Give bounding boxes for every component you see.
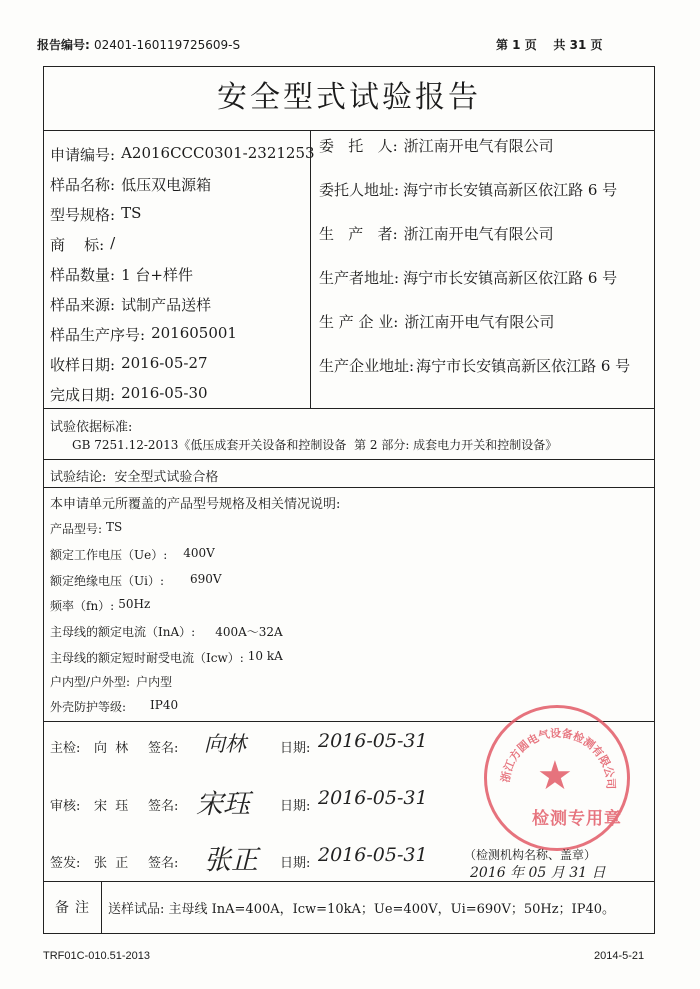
handwritten-signature: 向林 [204,732,246,756]
coverage-label: 频率（fn）: [50,599,115,613]
party-value: 浙江南开电气有限公司 [404,313,555,331]
divider [101,881,102,934]
signature-person: 张 正 [94,856,129,871]
coverage-item [50,673,172,690]
party-label: 委 托 人: [319,137,398,155]
party-row [319,135,554,156]
signature-sign-label: 签名: [148,856,179,871]
conclusion-label: 试验结论: [50,470,107,485]
divider [43,459,655,460]
coverage-value: IP40 [150,698,179,712]
info-value: 试制产品送样 [121,296,212,314]
signature-sign-label: 签名: [148,741,179,756]
handwritten-date: 2016-05-31 [318,787,428,809]
handwritten-date: 2016-05-31 [318,844,428,866]
handwritten-signature: 张正 [204,845,258,876]
conclusion [50,466,218,485]
report-number [37,36,240,53]
info-row [50,234,115,255]
info-row [50,204,141,225]
info-row [50,144,315,165]
seal-text: 检测专用章 [532,809,622,829]
divider [43,130,655,131]
coverage-intro: 本申请单元所覆盖的产品型号规格及相关情况说明: [50,497,341,512]
info-row [50,174,211,195]
star-icon: ★ [537,753,573,799]
remarks-value: 送样试品: 主母线 InA=400A，Icw=10kA；Ue=400V，Ui=690V；50Hz；IP40。 [108,902,615,917]
info-label: 完成日期: [50,386,116,404]
party-value: 海宁市长安镇高新区依江路 6 号 [416,357,631,375]
party-value: 浙江南开电气有限公司 [403,137,554,155]
coverage-label: 户内型/户外型: [50,675,131,689]
report-number-label: 报告编号: [37,38,90,52]
report-number-value: 02401-160119725609-S [94,38,241,52]
handwritten-date: 2016-05-31 [318,730,428,752]
party-row [319,179,617,200]
coverage-value: 400V [183,546,215,560]
signature-person: 宋 珏 [94,799,129,814]
info-label: 样品数量: [50,266,116,284]
info-label: 收样日期: [50,356,116,374]
signature-date-label: 日期: [280,856,311,871]
page-info: 第 1 页 共 31 页 [496,38,603,52]
coverage-item [50,520,122,537]
remarks-label: 备注 [55,900,95,916]
coverage-item [50,698,178,715]
info-label: 样品来源: [50,296,116,314]
signature-date-label: 日期: [280,799,311,814]
form-number: TRF01C-010.51-2013 [43,950,151,962]
inspection-seal [484,705,630,851]
info-value: 1 台+样件 [121,266,193,284]
signature-person: 向 林 [94,741,129,756]
info-row [50,264,193,285]
info-label: 样品生产序号: [50,326,146,344]
divider [310,130,311,408]
signature-role: 签发: [50,856,81,871]
signature-sign-label: 签名: [148,799,179,814]
coverage-label: 额定绝缘电压（Ui）: [50,574,164,588]
info-value: TS [121,204,142,222]
form-date: 2014-5-21 [594,950,645,962]
coverage-label: 额定工作电压（Ue）: [50,548,168,562]
party-label: 生产企业地址: [319,357,415,375]
coverage-label: 产品型号: [50,522,103,536]
info-row [50,384,208,405]
coverage-value: 690V [190,572,222,586]
coverage-item [50,572,222,589]
coverage-item [50,649,283,666]
party-row [319,267,617,288]
party-label: 生产者地址: [319,269,400,287]
conclusion-value: 安全型式试验合格 [114,470,219,485]
coverage-item [50,597,150,614]
info-value: 201605001 [151,324,237,342]
signature-role: 审核: [50,799,81,814]
standard-label: 试验依据标准: [50,420,133,435]
party-row [319,355,630,376]
party-value: 海宁市长安镇高新区依江路 6 号 [403,181,618,199]
info-row [50,294,211,315]
info-label: 样品名称: [50,176,116,194]
party-label: 生 产 者: [319,225,398,243]
party-value: 浙江南开电气有限公司 [403,225,554,243]
party-row [319,223,554,244]
coverage-label: 主母线的额定电流（InA）: [50,625,196,639]
info-value: 2016-05-30 [121,384,208,402]
coverage-label: 外壳防护等级: [50,700,127,714]
divider [43,487,655,488]
signature-role: 主检: [50,741,81,756]
info-row [50,354,208,375]
coverage-value: 400A～32A [215,625,283,639]
coverage-value: 户内型 [136,675,173,689]
info-label: 申请编号: [50,146,116,164]
divider [43,408,655,409]
info-value: 2016-05-27 [121,354,208,372]
coverage-label: 主母线的额定短时耐受电流（Icw）: [50,651,244,665]
coverage-item [50,546,215,563]
standard-value: GB 7251.12-2013《低压成套开关设备和控制设备 第 2 部分: 成套电力开关和控制设备》 [72,438,558,452]
info-value: A2016CCC0301-2321253 [121,144,315,162]
party-value: 海宁市长安镇高新区依江路 6 号 [403,269,618,287]
info-value: / [110,234,116,252]
party-label: 生 产 企 业: [319,313,399,331]
info-label: 型号规格: [50,206,116,224]
signature-date-label: 日期: [280,741,311,756]
coverage-value: TS [106,520,123,534]
party-row [319,311,554,332]
stamp-handwritten-date: 2016 年 05 月 31 日 [470,865,606,881]
info-value: 低压双电源箱 [121,176,212,194]
seal-org-text: 浙江方圆电气设备检测有限公司 [498,726,618,790]
coverage-item [50,623,283,640]
page-title: 安全型式试验报告 [217,80,481,115]
coverage-value: 50Hz [118,597,151,611]
handwritten-signature: 宋珏 [196,789,250,820]
party-label: 委托人地址: [319,181,400,199]
stamp-caption: （检测机构名称、盖章） [464,848,597,862]
coverage-value: 10 kA [247,649,283,663]
info-row [50,324,237,345]
info-label: 商 标: [50,236,105,254]
